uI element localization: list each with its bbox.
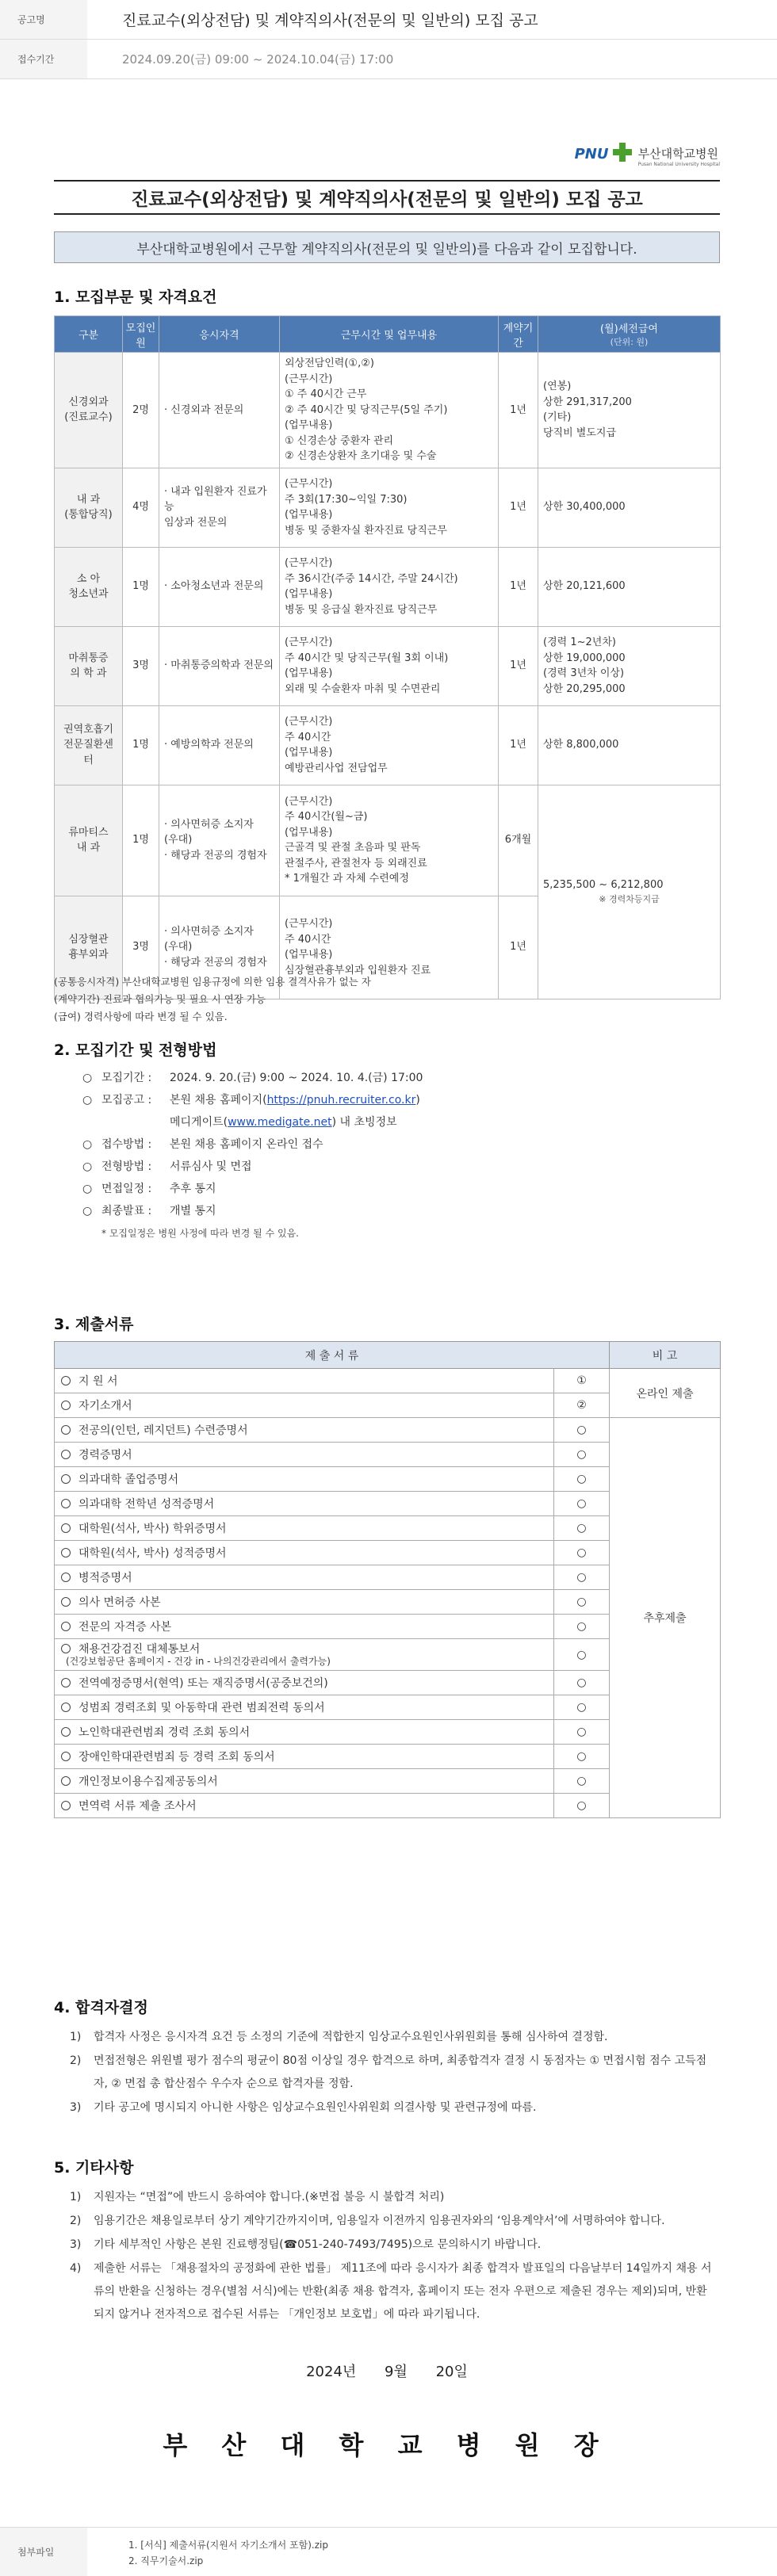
- schedule-note: * 모집일정은 병원 사정에 따라 변경 될 수 있음.: [101, 1228, 299, 1239]
- notice-title: 진료교수(외상전담) 및 계약직의사(전문의 및 일반의) 모집 공고: [122, 12, 538, 29]
- col-work: 근무시간 및 업무내용: [280, 316, 499, 353]
- notice-period-row: [0, 40, 777, 79]
- document-name: 지 원 서: [55, 1369, 554, 1393]
- document-mark: ○: [554, 1671, 610, 1695]
- table-row: [55, 1418, 721, 1443]
- circle-bullet-icon: [61, 1727, 71, 1737]
- col-qualification: 응시자격: [159, 316, 280, 353]
- recruit-site-link[interactable]: https://pnuh.recruiter.co.kr: [266, 1094, 416, 1106]
- list-item: 1) 합격자 사정은 응시자격 요건 등 소정의 기준에 적합한지 임상교수요원인사위원회를 통해 심사하여 결정함.: [70, 2031, 608, 2043]
- intro-text: 부산대학교병원에서 근무할 계약직의사(전문의 및 일반의)를 다음과 같이 모집합니다.: [54, 231, 720, 263]
- document-mark: ②: [554, 1393, 610, 1418]
- notice-title-label: 공고명: [0, 0, 87, 39]
- signature: 부 산 대 학 교 병 원 장: [163, 2430, 611, 2460]
- issue-date: 2024년 9월 20일: [306, 2364, 468, 2380]
- circle-bullet-icon: [61, 1573, 71, 1582]
- list-item: ○ 모집기간 : 2024. 9. 20.(금) 9:00 ~ 2024. 10. 4.(금) 17:00: [82, 1072, 423, 1084]
- circle-bullet-icon: [61, 1499, 71, 1508]
- document-mark: ○: [554, 1794, 610, 1818]
- schedule-list: [82, 1067, 423, 1244]
- circle-bullet-icon: [61, 1752, 71, 1761]
- document-name: 대학원(석사, 박사) 성적증명서: [55, 1541, 554, 1565]
- attachments: [0, 2527, 777, 2576]
- section5-list: [70, 2186, 712, 2327]
- section4-list: [70, 2026, 712, 2120]
- document-name: 전공의(인턴, 레지던트) 수련증명서: [55, 1418, 554, 1443]
- document-name: 장애인학대관련범죄 등 경력 조회 동의서: [55, 1745, 554, 1769]
- list-item: 메디게이트( www.medigate.net ) 내 초빙정보: [82, 1111, 423, 1133]
- list-item: ○ 전형방법 : 서류심사 및 면접: [82, 1160, 252, 1173]
- document-name: 면역력 서류 제출 조사서: [55, 1794, 554, 1818]
- hospital-name: 부산대학교병원: [637, 147, 719, 161]
- document-mark: ○: [554, 1769, 610, 1794]
- documents-table: [54, 1341, 721, 1818]
- medigate-link[interactable]: www.medigate.net: [228, 1116, 332, 1129]
- list-item: ○ 최종발표 : 개별 통지: [82, 1205, 216, 1217]
- list-item: 3) 기타 세부적인 사항은 본원 진료행정팀(☎051-240-7493/7495)으로 문의하시기 바랍니다.: [70, 2238, 542, 2251]
- document-mark: ○: [554, 1745, 610, 1769]
- notice-period: 2024.09.20(금) 09:00 ~ 2024.10.04(금) 17:00: [122, 52, 394, 67]
- hospital-name-en: Pusan National University Hospital: [637, 162, 720, 167]
- later-submit-note: 추후제출: [610, 1418, 721, 1818]
- list-item: 4) 제출한 서류는 「채용절차의 공정화에 관한 법률」 제11조에 따라 응시자가 최종 합격자 발표일의 다음날부터 14일까지 채용 서류의 반환을 신청하는 경우(별첨 서식)에는 반환(최종 채용 합격자, 홈페이지 또는 전자 우편으로 제출된 경우는 제외)되며, 반환되지 않거나 전자적으로 접수된 서류는 「개인정보 보호법」에 따라 파기됩니다.: [70, 2262, 712, 2321]
- document-name: 채용건강검진 대체통보서 (건강보험공단 홈페이지 - 건강 in - 나의건강관리에서 출력가능): [55, 1639, 554, 1671]
- document-name: 병적증명서: [55, 1565, 554, 1590]
- circle-bullet-icon: [61, 1450, 71, 1459]
- col-count: 모집인원: [123, 316, 159, 353]
- circle-bullet-icon: [61, 1703, 71, 1712]
- table-row: [55, 1369, 721, 1393]
- document-name: 전역예정증명서(현역) 또는 재직증명서(공중보건의): [55, 1671, 554, 1695]
- circle-bullet-icon: [61, 1376, 71, 1385]
- attachments-label: 첨부파일: [0, 2528, 87, 2576]
- circle-bullet-icon: [61, 1597, 71, 1607]
- attachment-link[interactable]: 2. 직무기술서.zip: [128, 2555, 204, 2566]
- document-mark: ○: [554, 1720, 610, 1745]
- document-mark: ①: [554, 1369, 610, 1393]
- document-name: 전문의 자격증 사본: [55, 1615, 554, 1639]
- document-name: 의과대학 졸업증명서: [55, 1467, 554, 1492]
- hospital-logo: [575, 143, 720, 170]
- attachment-link[interactable]: 1. [서식] 제출서류(지원서 자기소개서 포함).zip: [128, 2540, 328, 2551]
- list-item: 1) 지원자는 “면접”에 반드시 응하여야 합니다.(※면접 불응 시 불합격 처리): [70, 2191, 445, 2203]
- list-item: 2) 면접전형은 위원별 평가 점수의 평균이 80점 이상일 경우 합격으로 하며, 최종합격자 결정 시 동점자는 ① 면접시험 점수 고득점자, ② 면접 총 합산점수 우수자 순으로 합격자를 정함.: [70, 2054, 707, 2090]
- circle-bullet-icon: [61, 1425, 71, 1435]
- circle-bullet-icon: [61, 1644, 71, 1653]
- document-mark: ○: [554, 1639, 610, 1671]
- table-row: 소 아 청소년과 1명 · 소아청소년과 전문의 (근무시간) 주 36시간(주중 14시간, 주말 24시간) (업무내용) 병동 및 응급실 환자진료 당직근무 1년 상한 20,121,600: [55, 547, 721, 626]
- document-name: 경력증명서: [55, 1443, 554, 1467]
- document-name: 자기소개서: [55, 1393, 554, 1418]
- recruitment-table: [54, 315, 721, 999]
- col-division: 구분: [55, 316, 123, 353]
- document-title: 진료교수(외상전담) 및 계약직의사(전문의 및 일반의) 모집 공고: [54, 180, 720, 215]
- circle-bullet-icon: [61, 1474, 71, 1484]
- circle-bullet-icon: [61, 1776, 71, 1786]
- table-row: 류마티스 내 과 1명 · 의사면허증 소지자 (우대) · 해당과 전공의 경험자 (근무시간) 주 40시간(월~금) (업무내용) 근골격 및 관절 초음파 및 판독 관절주사, 관절천자 등 외래진료 * 1개월간 과 자체 수련예정 6개월 5,235,500 ~ 6,212,800 ※ 경력차등지급: [55, 785, 721, 896]
- notice-period-label: 접수기간: [0, 40, 87, 78]
- document-name: 의사 면허증 사본: [55, 1590, 554, 1615]
- document-name: 성범죄 경력조회 및 아동학대 관련 범죄전력 동의서: [55, 1695, 554, 1720]
- salary-range: 5,235,500 ~ 6,212,800: [543, 879, 664, 891]
- section1-heading: 1. 모집부문 및 자격요건: [54, 289, 217, 306]
- section2-heading: 2. 모집기간 및 전형방법: [54, 1041, 217, 1059]
- col-term: 계약기간: [499, 316, 538, 353]
- document-mark: ○: [554, 1590, 610, 1615]
- document-mark: ○: [554, 1565, 610, 1590]
- document-name: 개인정보이용수집제공동의서: [55, 1769, 554, 1794]
- list-item: ○ 모집공고 : 본원 채용 홈페이지( https://pnuh.recruiter.co.kr ): [82, 1089, 423, 1111]
- hospital-logo-icon: PNU: [575, 143, 633, 170]
- circle-bullet-icon: [61, 1401, 71, 1410]
- table-row: 심장혈관 흉부외과 3명 · 의사면허증 소지자 (우대) · 해당과 전공의 경험자 (근무시간) 주 40시간 (업무내용) 심장혈관흉부외과 입원환자 진료 1년: [55, 896, 721, 999]
- table-row: 마취통증 의 학 과 3명 · 마취통증의학과 전문의 (근무시간) 주 40시간 및 당직근무(월 3회 이내) (업무내용) 외래 및 수술환자 마취 및 수면관리 1년 (경력 1~2년차) 상한 19,000,000 (경력 3년차 이상) 상한 20,295,000: [55, 626, 721, 705]
- section5-heading: 5. 기타사항: [54, 2159, 134, 2177]
- list-item: ○ 접수방법 : 본원 채용 홈페이지 온라인 접수: [82, 1138, 323, 1151]
- document-name: 노인학대관련범죄 경력 조회 동의서: [55, 1720, 554, 1745]
- document-mark: ○: [554, 1541, 610, 1565]
- table-row: 내 과 (통합당직) 4명 · 내과 입원환자 진료가능 임상과 전문의 (근무시간) 주 3회(17:30~익일 7:30) (업무내용) 병동 및 중환자실 환자진료 당직근무 1년 상한 30,400,000: [55, 468, 721, 547]
- circle-bullet-icon: [61, 1548, 71, 1557]
- section4-heading: 4. 합격자결정: [54, 1999, 148, 2016]
- salary-note: ※ 경력차등지급: [599, 893, 660, 904]
- section3-heading: 3. 제출서류: [54, 1316, 134, 1333]
- table-notes: (공통응시자격) 부산대학교병원 임용규정에 의한 임용 결격사유가 없는 자 (계약기간) 진료과 협의가능 및 필요 시 연장 가능 (급여) 경력사항에 따라 변경 될 수 있음.: [54, 976, 371, 1022]
- document-name: 의과대학 전학년 성적증명서: [55, 1492, 554, 1516]
- circle-bullet-icon: [61, 1678, 71, 1687]
- table-row: 권역호흡기 전문질환센터 1명 · 예방의학과 전문의 (근무시간) 주 40시간 (업무내용) 예방관리사업 전담업무 1년 상한 8,800,000: [55, 705, 721, 785]
- circle-bullet-icon: [61, 1523, 71, 1533]
- document-mark: ○: [554, 1492, 610, 1516]
- col-salary: (월)세전급여 (단위: 원): [538, 316, 721, 353]
- document-mark: ○: [554, 1516, 610, 1541]
- notice-title-row: [0, 0, 777, 40]
- list-item: 3) 기타 공고에 명시되지 아니한 사항은 임상교수요원인사위원회 의결사항 및 관련규정에 따름.: [70, 2101, 537, 2114]
- document-name: 대학원(석사, 박사) 학위증명서: [55, 1516, 554, 1541]
- document-mark: ○: [554, 1615, 610, 1639]
- list-item: 2) 임용기간은 채용일로부터 상기 계약기간까지이며, 임용일자 이전까지 임용권자와의 ‘임용계약서’에 서명하여야 합니다.: [70, 2215, 665, 2227]
- document-mark: ○: [554, 1467, 610, 1492]
- document-mark: ○: [554, 1418, 610, 1443]
- circle-bullet-icon: [61, 1622, 71, 1631]
- table-row: 신경외과 (진료교수) 2명 · 신경외과 전문의 외상전담인력(①,②) (근무시간) ① 주 40시간 근무 ② 주 40시간 및 당직근무(5일 주기) (업무내용) ① 신경손상 중환자 관리 ② 신경손상환자 초기대응 및 수술 1년 (연봉) 상한 291,317,200 (기타) 당직비 별도지급: [55, 353, 721, 468]
- online-submit-note: 온라인 제출: [610, 1369, 721, 1418]
- list-item: ○ 면접일정 : 추후 통지: [82, 1183, 216, 1195]
- circle-bullet-icon: [61, 1801, 71, 1810]
- document-mark: ○: [554, 1443, 610, 1467]
- col-remarks: 비 고: [610, 1342, 721, 1369]
- document-mark: ○: [554, 1695, 610, 1720]
- col-documents: 제 출 서 류: [55, 1342, 610, 1369]
